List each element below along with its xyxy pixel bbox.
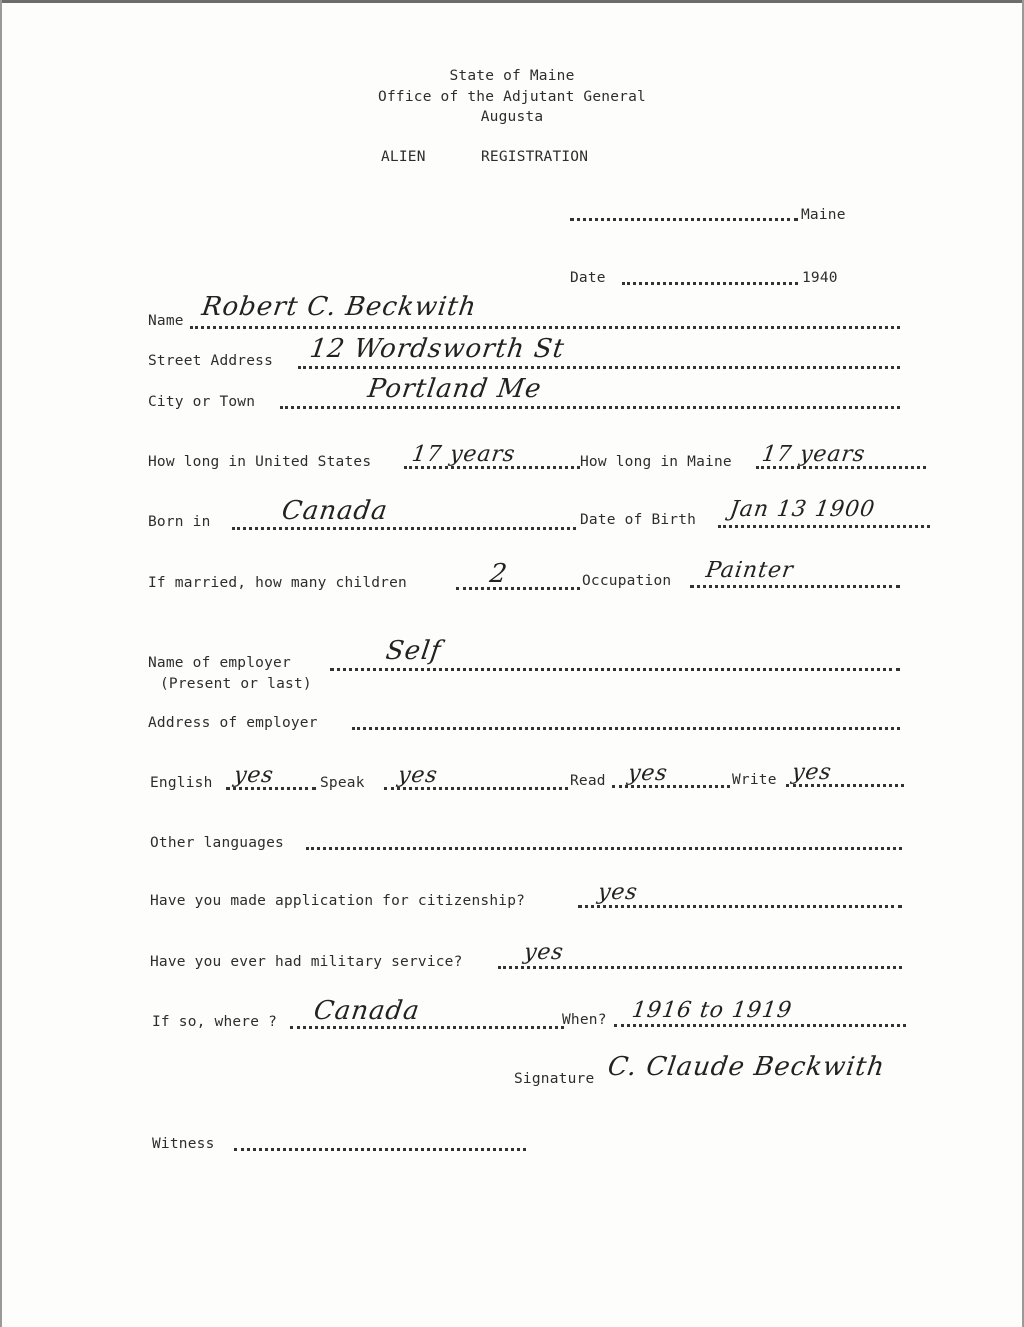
date-label: Date: [570, 270, 606, 286]
read-label: Read: [570, 773, 606, 789]
header-state: State of Maine: [449, 68, 575, 84]
city-label: City or Town: [148, 394, 256, 410]
long-maine-label: How long in Maine: [580, 454, 732, 470]
scan-edge-top: [0, 0, 1024, 3]
citizenship-label: Have you made application for citizenship?: [150, 893, 526, 909]
write-label: Write: [732, 772, 777, 788]
employer-note: (Present or last): [160, 676, 312, 692]
name-value: Robert C. Beckwith: [199, 292, 479, 322]
name-dots: [190, 326, 900, 329]
employer-address-label: Address of employer: [148, 715, 318, 731]
header-office: Office of the Adjutant General: [378, 89, 646, 105]
long-us-value: 17 years: [410, 442, 518, 467]
read-value: yes: [626, 761, 670, 786]
when-label: When?: [562, 1012, 607, 1028]
street-label: Street Address: [148, 353, 274, 369]
born-dots: [232, 527, 576, 530]
when-value: 1916 to 1919: [630, 998, 794, 1023]
children-dots: [456, 587, 580, 590]
dob-dots: [718, 525, 930, 528]
place-suffix: Maine: [801, 207, 846, 223]
military-label: Have you ever had military service?: [150, 954, 463, 970]
citizenship-dots: [578, 905, 902, 908]
born-value: Canada: [279, 496, 390, 526]
other-languages-label: Other languages: [150, 835, 284, 851]
occupation-value: Painter: [704, 558, 796, 583]
scan-edge-left: [0, 0, 2, 1327]
street-value: 12 Wordsworth St: [307, 334, 567, 364]
english-value: yes: [232, 763, 276, 788]
witness-label: Witness: [152, 1136, 215, 1152]
speak-label: Speak: [320, 775, 365, 791]
long-us-label: How long in United States: [148, 454, 372, 470]
long-maine-value: 17 years: [760, 442, 868, 467]
speak-value: yes: [396, 763, 440, 788]
place-dots: [570, 218, 798, 221]
date-year: 1940: [802, 270, 838, 286]
employer-label: Name of employer: [148, 655, 291, 671]
where-value: Canada: [311, 996, 422, 1026]
other-languages-dots: [306, 847, 902, 850]
city-dots: [280, 406, 900, 409]
header-city: Augusta: [480, 109, 544, 125]
title-registration: REGISTRATION: [481, 149, 589, 165]
occupation-dots: [690, 585, 900, 588]
dob-value: Jan 13 1900: [728, 497, 877, 522]
children-value: 2: [487, 559, 510, 589]
name-label: Name: [148, 313, 184, 329]
dob-label: Date of Birth: [580, 512, 697, 528]
military-dots: [498, 966, 902, 969]
witness-dots: [234, 1148, 526, 1151]
occupation-label: Occupation: [582, 573, 672, 589]
english-label: English: [150, 775, 213, 791]
born-label: Born in: [148, 514, 211, 530]
employer-dots: [330, 668, 900, 671]
signature-label: Signature: [514, 1071, 595, 1087]
title-alien: ALIEN: [381, 149, 426, 165]
citizenship-value: yes: [596, 880, 640, 905]
military-value: yes: [522, 940, 566, 965]
when-dots: [614, 1024, 906, 1027]
employer-address-dots: [352, 727, 900, 730]
street-dots: [298, 366, 900, 369]
employer-value: Self: [383, 636, 444, 666]
where-dots: [290, 1026, 564, 1029]
city-value: Portland Me: [365, 374, 544, 404]
signature-value: C. Claude Beckwith: [605, 1052, 887, 1082]
children-label: If married, how many children: [148, 575, 407, 591]
date-dots: [622, 282, 798, 285]
write-value: yes: [790, 760, 834, 785]
where-label: If so, where ?: [152, 1014, 278, 1030]
